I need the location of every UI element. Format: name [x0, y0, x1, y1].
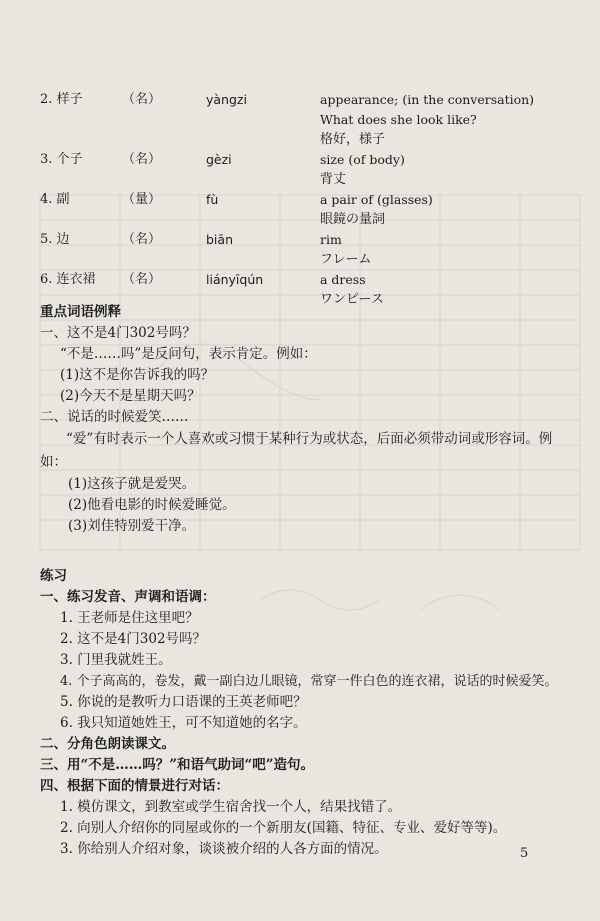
- vocab-pinyin: biān: [206, 232, 233, 247]
- vocab-part-of-speech: （量）: [122, 192, 162, 207]
- vocab-word: 5. 边: [40, 232, 70, 247]
- vocab-row: [0, 270, 600, 290]
- vocab-row: [0, 190, 600, 210]
- vocab-japanese: フレーム: [320, 252, 372, 267]
- exercise-item: 3. 你给别人介绍对象，谈谈被介绍的人各方面的情况。: [60, 841, 388, 857]
- exercise-part-title: 二、分角色朗读课文。: [40, 736, 175, 752]
- exercise-item: 3. 门里我就姓王。: [60, 652, 172, 668]
- vocab-word: 4. 副: [40, 192, 70, 207]
- examples-heading: 重点词语例释: [40, 304, 121, 320]
- vocab-english-extra: What does she look like?: [320, 112, 477, 127]
- vocab-japanese: 背丈: [320, 172, 347, 187]
- exercise-item: 2. 这不是4门302号吗？: [60, 631, 207, 647]
- vocab-japanese: 格好，様子: [320, 132, 386, 147]
- vocab-row: [0, 150, 600, 170]
- exercise-item: 5. 你说的是教听力口语课的王英老师吧？: [60, 694, 307, 710]
- vocab-pinyin: yàngzi: [206, 92, 247, 107]
- vocab-english: size (of body): [320, 152, 405, 167]
- example-item-description: “不是……吗”是反问句，表示肯定。例如：: [60, 346, 317, 362]
- vocab-japanese: 眼鏡の量詞: [320, 212, 386, 227]
- example-sentence: (1)这不是你告诉我的吗？: [60, 367, 215, 383]
- exercise-item: 1. 王老师是住这里吧？: [60, 610, 199, 626]
- vocab-part-of-speech: （名）: [122, 92, 162, 107]
- exercise-part-title: 一、练习发音、声调和语调：: [40, 589, 216, 605]
- example-sentence: (2)今天不是星期天吗？: [60, 388, 201, 404]
- vocab-word: 6. 连衣裙: [40, 272, 96, 287]
- example-sentence: (3)刘佳特别爱干净。: [68, 518, 196, 534]
- vocab-row: [0, 230, 600, 250]
- vocab-japanese: ワンピース: [320, 292, 384, 307]
- exercise-part-title: 四、根据下面的情景进行对话：: [40, 778, 229, 794]
- vocab-part-of-speech: （名）: [122, 232, 162, 247]
- vocab-english: a dress: [320, 272, 366, 287]
- vocab-row: [0, 90, 600, 110]
- exercise-item: 6. 我只知道她姓王，可不知道她的名字。: [60, 715, 307, 731]
- vocab-subline: [0, 130, 600, 150]
- example-item-title: 二、说话的时候爱笑……: [40, 409, 189, 425]
- vocab-subline: [0, 110, 600, 130]
- exercises-heading: 练习: [40, 568, 67, 584]
- exercise-item: 2. 向别人介绍你的同屋或你的一个新朋友(国籍、特征、专业、爱好等等)。: [60, 820, 507, 836]
- vocab-pinyin: gèzi: [206, 152, 232, 167]
- vocab-subline: [0, 250, 600, 270]
- vocab-word: 3. 个子: [40, 152, 83, 167]
- example-sentence: (1)这孩子就是爱哭。: [68, 476, 196, 492]
- exercise-part-title: 三、用“不是……吗？”和语气助词“吧”造句。: [40, 757, 315, 773]
- exercise-item: 4. 个子高高的，卷发，戴一副白边儿眼镜，常穿一件白色的连衣裙，说话的时候爱笑。: [60, 674, 558, 689]
- example-item-description: “爱”有时表示一个人喜欢或习惯于某种行为或状态，后面必须带动词或形容词。例如：: [40, 431, 553, 470]
- vocab-pinyin: liányīqún: [206, 272, 264, 287]
- exercises-section: [40, 566, 570, 860]
- exercise-item: 1. 模仿课文，到教室或学生宿舍找一个人，结果找错了。: [60, 799, 402, 815]
- examples-section: [40, 302, 570, 537]
- page-number: 5: [520, 846, 529, 861]
- vocab-pinyin: fù: [206, 192, 219, 207]
- vocab-english: a pair of (glasses): [320, 192, 433, 207]
- vocab-english: rim: [320, 232, 342, 247]
- vocab-part-of-speech: （名）: [122, 152, 162, 167]
- vocab-part-of-speech: （名）: [122, 272, 162, 287]
- example-sentence: (2)他看电影的时候爱睡觉。: [68, 497, 236, 513]
- vocab-word: 2. 样子: [40, 92, 83, 107]
- vocabulary-list: [0, 90, 600, 310]
- vocab-english: appearance; (in the conversation): [320, 92, 535, 107]
- vocab-subline: [0, 170, 600, 190]
- vocab-subline: [0, 210, 600, 230]
- example-item-title: 一、这不是4门302号吗？: [40, 325, 196, 341]
